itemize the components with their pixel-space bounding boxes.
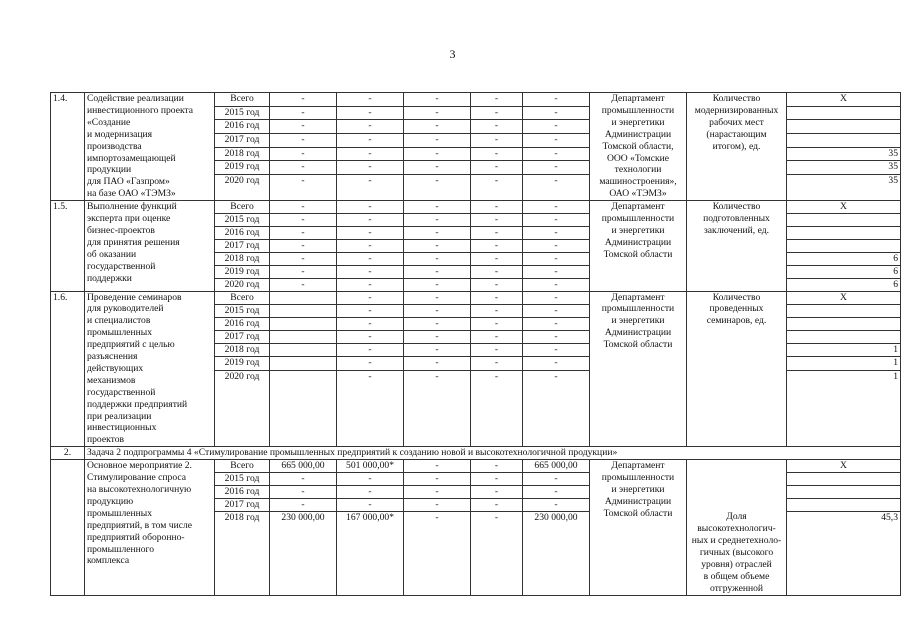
value-cell: -	[270, 201, 337, 214]
value-cell: -	[404, 331, 471, 344]
value-cell: -	[270, 278, 337, 291]
target-value-cell: 6	[787, 265, 901, 278]
value-cell: -	[270, 498, 337, 511]
value-cell: -	[471, 357, 523, 370]
target-value-cell: Х	[787, 201, 901, 214]
target-value-cell: 35	[787, 174, 901, 200]
value-cell: -	[404, 239, 471, 252]
value-cell: -	[270, 133, 337, 147]
value-cell: -	[404, 370, 471, 447]
value-cell: -	[337, 498, 404, 511]
indicator-cell: Количество проведенных семинаров, ед.	[687, 291, 787, 447]
value-cell: -	[270, 106, 337, 120]
value-cell: -	[523, 252, 590, 265]
value-cell: -	[270, 226, 337, 239]
value-cell: 230 000,00	[523, 511, 590, 595]
value-cell: -	[404, 304, 471, 317]
value-cell: -	[471, 331, 523, 344]
value-cell: -	[523, 317, 590, 330]
page-number: 3	[449, 47, 456, 61]
value-cell: -	[404, 93, 471, 107]
value-cell: -	[270, 161, 337, 175]
executor-cell: Департамент промышленности и энергетики Администрации Томской области	[590, 291, 687, 447]
value-cell: -	[337, 214, 404, 227]
value-cell: -	[523, 174, 590, 200]
indicator-cell	[687, 460, 787, 512]
value-cell: -	[523, 473, 590, 486]
value-cell: -	[523, 93, 590, 107]
value-cell: -	[523, 214, 590, 227]
item-number: 1.5.	[51, 201, 85, 291]
year-cell: 2019 год	[215, 265, 270, 278]
value-cell: -	[337, 291, 404, 304]
executor-cell: Департамент промышленности и энергетики Администрации Томской области, ООО «Томские технологии машиностроения», ОАО «ТЭМЗ»	[590, 93, 687, 201]
value-cell: -	[337, 161, 404, 175]
target-value-cell	[787, 239, 901, 252]
year-cell: 2018 год	[215, 344, 270, 357]
value-cell	[270, 317, 337, 330]
value-cell: -	[337, 265, 404, 278]
year-cell: 2018 год	[215, 252, 270, 265]
value-cell: -	[471, 304, 523, 317]
year-cell: 2017 год	[215, 133, 270, 147]
value-cell: -	[471, 201, 523, 214]
year-cell: 2016 год	[215, 486, 270, 499]
value-cell: -	[523, 239, 590, 252]
year-cell: 2020 год	[215, 278, 270, 291]
item-description: Основное мероприятие 2. Стимулирование спроса на высокотехнологичную продукцию промышленных предприятий, в том числе предприятий оборонно- промышленного комплекса	[85, 460, 215, 595]
indicator-cell: Доля высокотехнологич- ных и среднетехноло- гичных (высокого уровня) отраслей в общем объеме отгруженной	[687, 511, 787, 595]
value-cell: -	[404, 226, 471, 239]
value-cell: 665 000,00	[270, 460, 337, 473]
executor-cell: Департамент промышленности и энергетики Администрации Томской области	[590, 201, 687, 291]
table-row	[51, 201, 901, 214]
value-cell: -	[337, 486, 404, 499]
value-cell: -	[337, 317, 404, 330]
year-cell: 2018 год	[215, 511, 270, 595]
target-value-cell: 6	[787, 252, 901, 265]
value-cell: -	[523, 357, 590, 370]
target-value-cell	[787, 106, 901, 120]
target-value-cell	[787, 304, 901, 317]
year-cell: 2015 год	[215, 214, 270, 227]
target-value-cell: 1	[787, 344, 901, 357]
item-description: Выполнение функций эксперта при оценке бизнес-проектов для принятия решения об оказании государственной поддержки	[85, 201, 215, 291]
value-cell: -	[270, 93, 337, 107]
value-cell: -	[523, 344, 590, 357]
value-cell: -	[337, 331, 404, 344]
value-cell: 167 000,00*	[337, 511, 404, 595]
value-cell: -	[337, 357, 404, 370]
value-cell: -	[337, 344, 404, 357]
item-number: 1.4.	[51, 93, 85, 201]
value-cell	[270, 344, 337, 357]
target-value-cell: 35	[787, 147, 901, 161]
value-cell: -	[337, 252, 404, 265]
table-row	[51, 291, 901, 304]
value-cell: -	[471, 265, 523, 278]
value-cell: -	[523, 370, 590, 447]
value-cell: -	[471, 486, 523, 499]
value-cell: -	[471, 344, 523, 357]
value-cell: -	[337, 304, 404, 317]
target-value-cell	[787, 473, 901, 486]
value-cell: -	[471, 133, 523, 147]
item-description: Проведение семинаров для руководителей и специалистов промышленных предприятий с целью разъяснения действующих механизмов государственной поддержки предприятий при реализации инвестиционных проектов	[85, 291, 215, 447]
year-cell: 2015 год	[215, 304, 270, 317]
value-cell: -	[523, 133, 590, 147]
year-cell: Всего	[215, 93, 270, 107]
target-value-cell: 1	[787, 370, 901, 447]
value-cell: -	[471, 473, 523, 486]
target-value-cell: Х	[787, 460, 901, 473]
value-cell: -	[471, 460, 523, 473]
target-value-cell: 6	[787, 278, 901, 291]
year-cell: 2016 год	[215, 317, 270, 330]
value-cell: -	[404, 133, 471, 147]
value-cell: -	[404, 161, 471, 175]
value-cell: -	[404, 201, 471, 214]
value-cell: -	[404, 265, 471, 278]
year-cell: 2017 год	[215, 239, 270, 252]
item-number: 1.6.	[51, 291, 85, 447]
year-cell: 2018 год	[215, 147, 270, 161]
value-cell: 501 000,00*	[337, 460, 404, 473]
value-cell: -	[337, 133, 404, 147]
value-cell: -	[471, 226, 523, 239]
value-cell: -	[404, 174, 471, 200]
value-cell: -	[337, 93, 404, 107]
target-value-cell	[787, 331, 901, 344]
target-value-cell: 1	[787, 357, 901, 370]
value-cell: -	[471, 498, 523, 511]
value-cell: -	[270, 473, 337, 486]
value-cell: -	[471, 93, 523, 107]
task-row	[51, 447, 901, 460]
value-cell: -	[404, 460, 471, 473]
value-cell: -	[523, 120, 590, 134]
value-cell: -	[523, 265, 590, 278]
value-cell: -	[523, 304, 590, 317]
year-cell: Всего	[215, 291, 270, 304]
value-cell: -	[337, 201, 404, 214]
value-cell: -	[404, 473, 471, 486]
value-cell	[270, 357, 337, 370]
value-cell: -	[404, 317, 471, 330]
year-cell: 2017 год	[215, 498, 270, 511]
value-cell	[270, 331, 337, 344]
target-value-cell	[787, 486, 901, 499]
value-cell: -	[337, 226, 404, 239]
target-value-cell: Х	[787, 93, 901, 107]
task-number: 2.	[51, 447, 85, 460]
value-cell: -	[270, 265, 337, 278]
value-cell: -	[337, 370, 404, 447]
target-value-cell: 45,3	[787, 511, 901, 595]
value-cell: -	[404, 214, 471, 227]
value-cell: -	[270, 214, 337, 227]
target-value-cell	[787, 133, 901, 147]
value-cell: -	[404, 252, 471, 265]
value-cell: -	[523, 291, 590, 304]
target-value-cell	[787, 498, 901, 511]
year-cell: Всего	[215, 460, 270, 473]
value-cell: -	[270, 239, 337, 252]
indicator-cell: Количество модернизированных рабочих мест (нарастающим итогом), ед.	[687, 93, 787, 201]
value-cell: -	[337, 147, 404, 161]
value-cell: -	[471, 161, 523, 175]
program-table	[50, 92, 901, 596]
value-cell: -	[523, 331, 590, 344]
value-cell: 230 000,00	[270, 511, 337, 595]
value-cell: -	[337, 278, 404, 291]
value-cell: -	[471, 106, 523, 120]
value-cell: -	[523, 161, 590, 175]
target-value-cell	[787, 214, 901, 227]
value-cell: -	[471, 317, 523, 330]
value-cell: -	[471, 252, 523, 265]
value-cell: -	[404, 106, 471, 120]
value-cell	[270, 291, 337, 304]
value-cell: -	[404, 120, 471, 134]
indicator-cell: Количество подготовленных заключений, ед.	[687, 201, 787, 291]
value-cell: -	[337, 120, 404, 134]
task-title: Задача 2 подпрограммы 4 «Стимулирование промышленных предприятий к созданию новой и высокотехнологичной продукции»	[85, 447, 901, 460]
year-cell: 2019 год	[215, 357, 270, 370]
value-cell: -	[404, 498, 471, 511]
target-value-cell	[787, 226, 901, 239]
value-cell: -	[270, 486, 337, 499]
value-cell: -	[270, 120, 337, 134]
year-cell: 2017 год	[215, 331, 270, 344]
value-cell: -	[404, 511, 471, 595]
value-cell: -	[523, 486, 590, 499]
value-cell: -	[404, 291, 471, 304]
value-cell: -	[471, 511, 523, 595]
value-cell: -	[337, 473, 404, 486]
value-cell: -	[471, 370, 523, 447]
value-cell: -	[270, 174, 337, 200]
value-cell: -	[404, 147, 471, 161]
value-cell: -	[404, 486, 471, 499]
value-cell: -	[471, 120, 523, 134]
value-cell: -	[471, 239, 523, 252]
value-cell	[270, 304, 337, 317]
value-cell: 665 000,00	[523, 460, 590, 473]
value-cell: -	[471, 147, 523, 161]
year-cell: 2020 год	[215, 174, 270, 200]
value-cell: -	[404, 278, 471, 291]
table-row	[51, 93, 901, 107]
target-value-cell: Х	[787, 291, 901, 304]
value-cell: -	[270, 147, 337, 161]
value-cell: -	[471, 291, 523, 304]
value-cell: -	[523, 201, 590, 214]
table-row	[51, 460, 901, 473]
year-cell: 2019 год	[215, 161, 270, 175]
value-cell: -	[523, 226, 590, 239]
year-cell: 2020 год	[215, 370, 270, 447]
value-cell: -	[523, 278, 590, 291]
value-cell: -	[471, 174, 523, 200]
value-cell: -	[337, 239, 404, 252]
target-value-cell	[787, 120, 901, 134]
value-cell: -	[404, 344, 471, 357]
value-cell: -	[471, 214, 523, 227]
value-cell: -	[270, 252, 337, 265]
value-cell: -	[471, 278, 523, 291]
value-cell: -	[523, 106, 590, 120]
item-description: Содействие реализации инвестиционного проекта «Создание и модернизация производства импортозамещающей продукции для ПАО «Газпром» на базе ОАО «ТЭМЗ»	[85, 93, 215, 201]
target-value-cell	[787, 317, 901, 330]
value-cell: -	[337, 174, 404, 200]
value-cell: -	[337, 106, 404, 120]
year-cell: 2015 год	[215, 473, 270, 486]
year-cell: Всего	[215, 201, 270, 214]
value-cell: -	[404, 357, 471, 370]
executor-cell: Департамент промышленности и энергетики Администрации Томской области	[590, 460, 687, 595]
year-cell: 2016 год	[215, 120, 270, 134]
item-number	[51, 460, 85, 595]
year-cell: 2016 год	[215, 226, 270, 239]
value-cell: -	[523, 498, 590, 511]
target-value-cell: 35	[787, 161, 901, 175]
value-cell: -	[523, 147, 590, 161]
value-cell	[270, 370, 337, 447]
year-cell: 2015 год	[215, 106, 270, 120]
